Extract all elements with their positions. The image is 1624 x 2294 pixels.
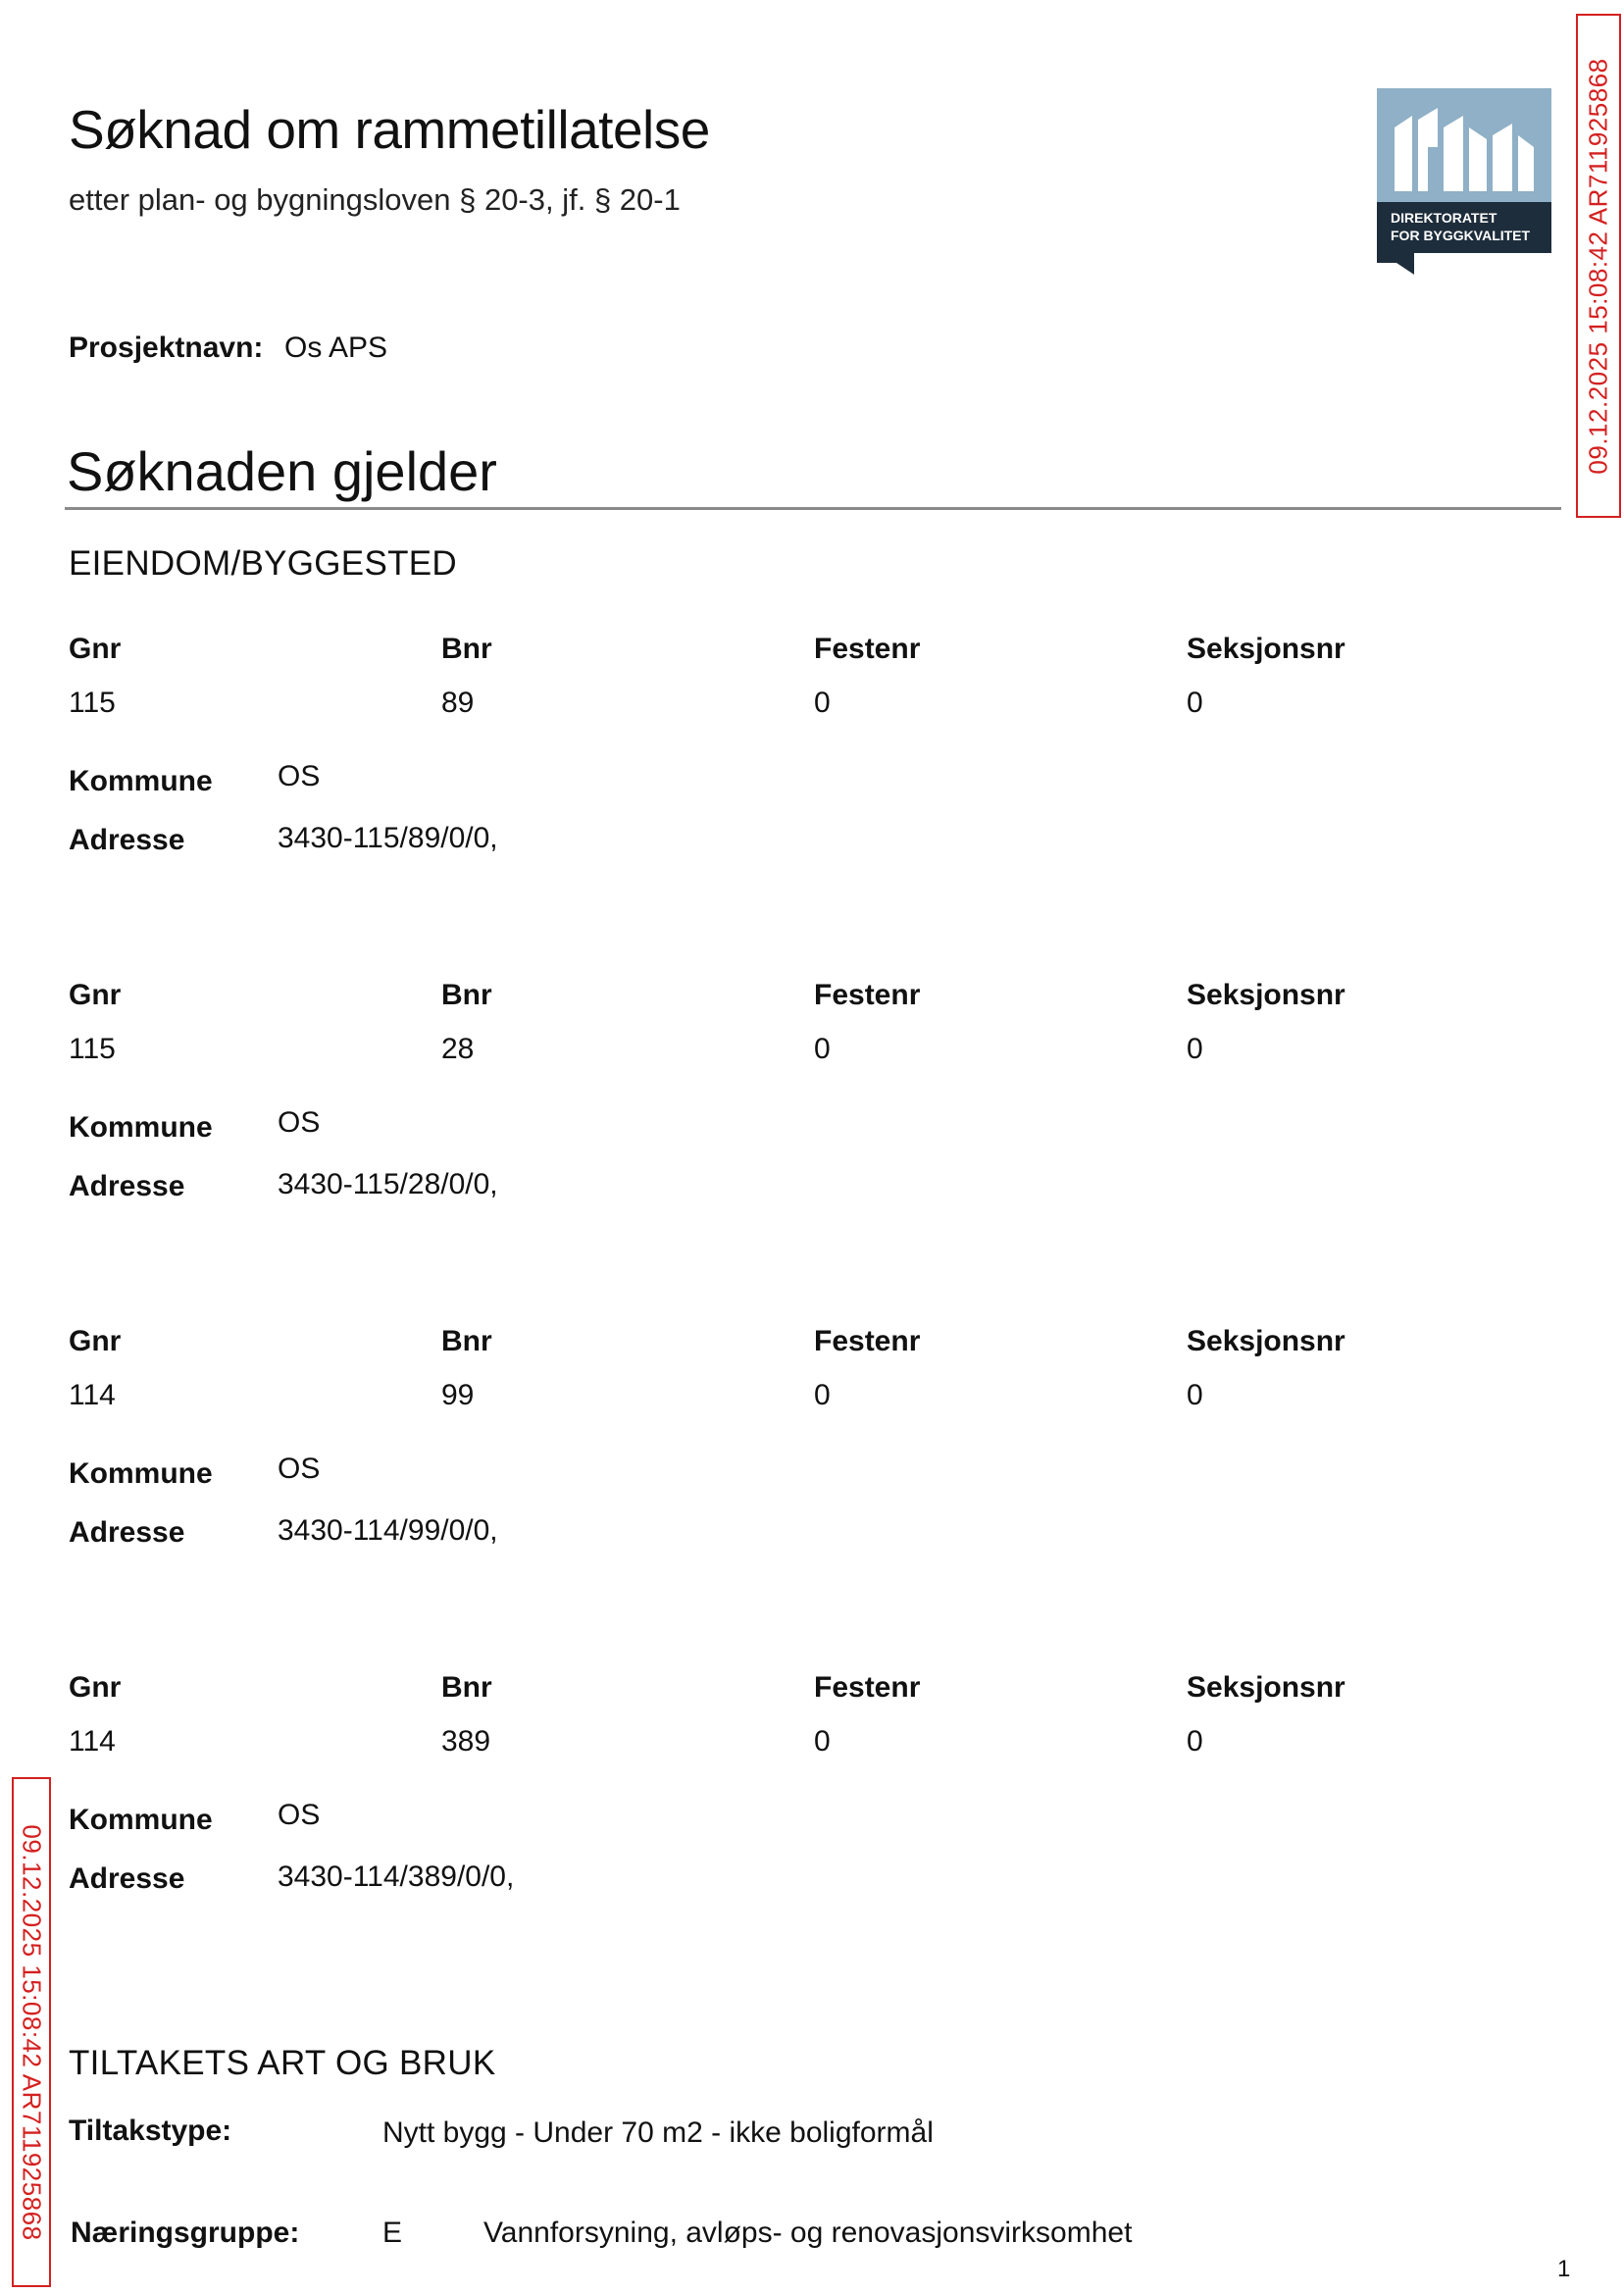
tiltakstype-value: Nytt bygg - Under 70 m2 - ikke boligformål [382,2116,934,2149]
kommune-label: Kommune [69,1457,213,1490]
festenr-label: Festenr [814,1325,921,1357]
gnr-value: 114 [69,1725,116,1758]
festenr-value: 0 [814,1033,831,1065]
gnr-label: Gnr [69,1325,122,1357]
festenr-value: 0 [814,1379,831,1411]
festenr-label: Festenr [814,979,921,1011]
adresse-value: 3430-115/28/0/0, [278,1168,498,1200]
tiltakstype-label: Tiltakstype: [69,2115,232,2147]
section-title: Søknaden gjelder [67,440,497,502]
festenr-label: Festenr [814,1671,921,1704]
document-title: Søknad om rammetillatelse [69,99,710,160]
kommune-value: OS [278,1799,321,1831]
tiltak-heading: TILTAKETS ART OG BRUK [69,2044,496,2082]
project-name-label: Prosjektnavn: [69,331,264,364]
naeringsgruppe-value: Vannforsyning, avløps- og renovasjonsvirksomhet [483,2217,1133,2249]
festenr-label: Festenr [814,633,921,665]
bnr-value: 99 [441,1379,475,1411]
registration-stamp-left [12,1777,51,2287]
bnr-label: Bnr [441,979,492,1011]
kommune-value: OS [278,1453,321,1485]
adresse-label: Adresse [69,1516,185,1549]
bnr-value: 28 [441,1033,475,1065]
adresse-label: Adresse [69,1862,185,1895]
gnr-label: Gnr [69,979,122,1011]
gnr-value: 114 [69,1379,116,1411]
logo-text-line1: DIREKTORATET [1391,210,1497,226]
bnr-value: 89 [441,687,475,719]
adresse-value: 3430-114/99/0/0, [278,1514,498,1547]
page-number: 1 [1557,2256,1571,2282]
seksjonsnr-label: Seksjonsnr [1187,1671,1345,1704]
festenr-value: 0 [814,687,831,719]
dibk-logo [1377,88,1551,275]
adresse-value: 3430-115/89/0/0, [278,822,498,854]
bnr-value: 389 [441,1725,491,1758]
property-heading: EIENDOM/BYGGESTED [69,544,457,583]
adresse-label: Adresse [69,1170,185,1202]
bnr-label: Bnr [441,1671,492,1704]
seksjonsnr-label: Seksjonsnr [1187,633,1345,665]
gnr-label: Gnr [69,1671,122,1704]
seksjonsnr-value: 0 [1187,1379,1203,1411]
bnr-label: Bnr [441,633,492,665]
adresse-value: 3430-114/389/0/0, [278,1861,515,1893]
kommune-label: Kommune [69,1111,213,1144]
logo-text-line2: FOR BYGGKVALITET [1391,228,1531,243]
bnr-label: Bnr [441,1325,492,1357]
gnr-value: 115 [69,687,116,719]
seksjonsnr-value: 0 [1187,1033,1203,1065]
project-name-value: Os APS [284,331,388,364]
document-subtitle: etter plan- og bygningsloven § 20-3, jf. § 20-1 [69,182,681,217]
seksjonsnr-value: 0 [1187,687,1203,719]
gnr-label: Gnr [69,633,122,665]
gnr-value: 115 [69,1033,116,1065]
stamp-text: 09.12.2025 15:08:42 AR711925868 [1583,57,1613,475]
naeringsgruppe-code: E [382,2217,403,2249]
registration-stamp-right [1576,14,1621,518]
festenr-value: 0 [814,1725,831,1758]
naeringsgruppe-label: Næringsgruppe: [71,2217,300,2249]
seksjonsnr-label: Seksjonsnr [1187,979,1345,1011]
seksjonsnr-label: Seksjonsnr [1187,1325,1345,1357]
stamp-text: 09.12.2025 15:08:42 AR711925868 [17,1823,47,2241]
kommune-value: OS [278,1106,321,1139]
seksjonsnr-value: 0 [1187,1725,1203,1758]
kommune-label: Kommune [69,765,213,797]
dibk-logo-mark [1377,88,1551,275]
kommune-value: OS [278,760,321,792]
adresse-label: Adresse [69,824,185,856]
kommune-label: Kommune [69,1804,213,1836]
section-divider [65,507,1561,510]
